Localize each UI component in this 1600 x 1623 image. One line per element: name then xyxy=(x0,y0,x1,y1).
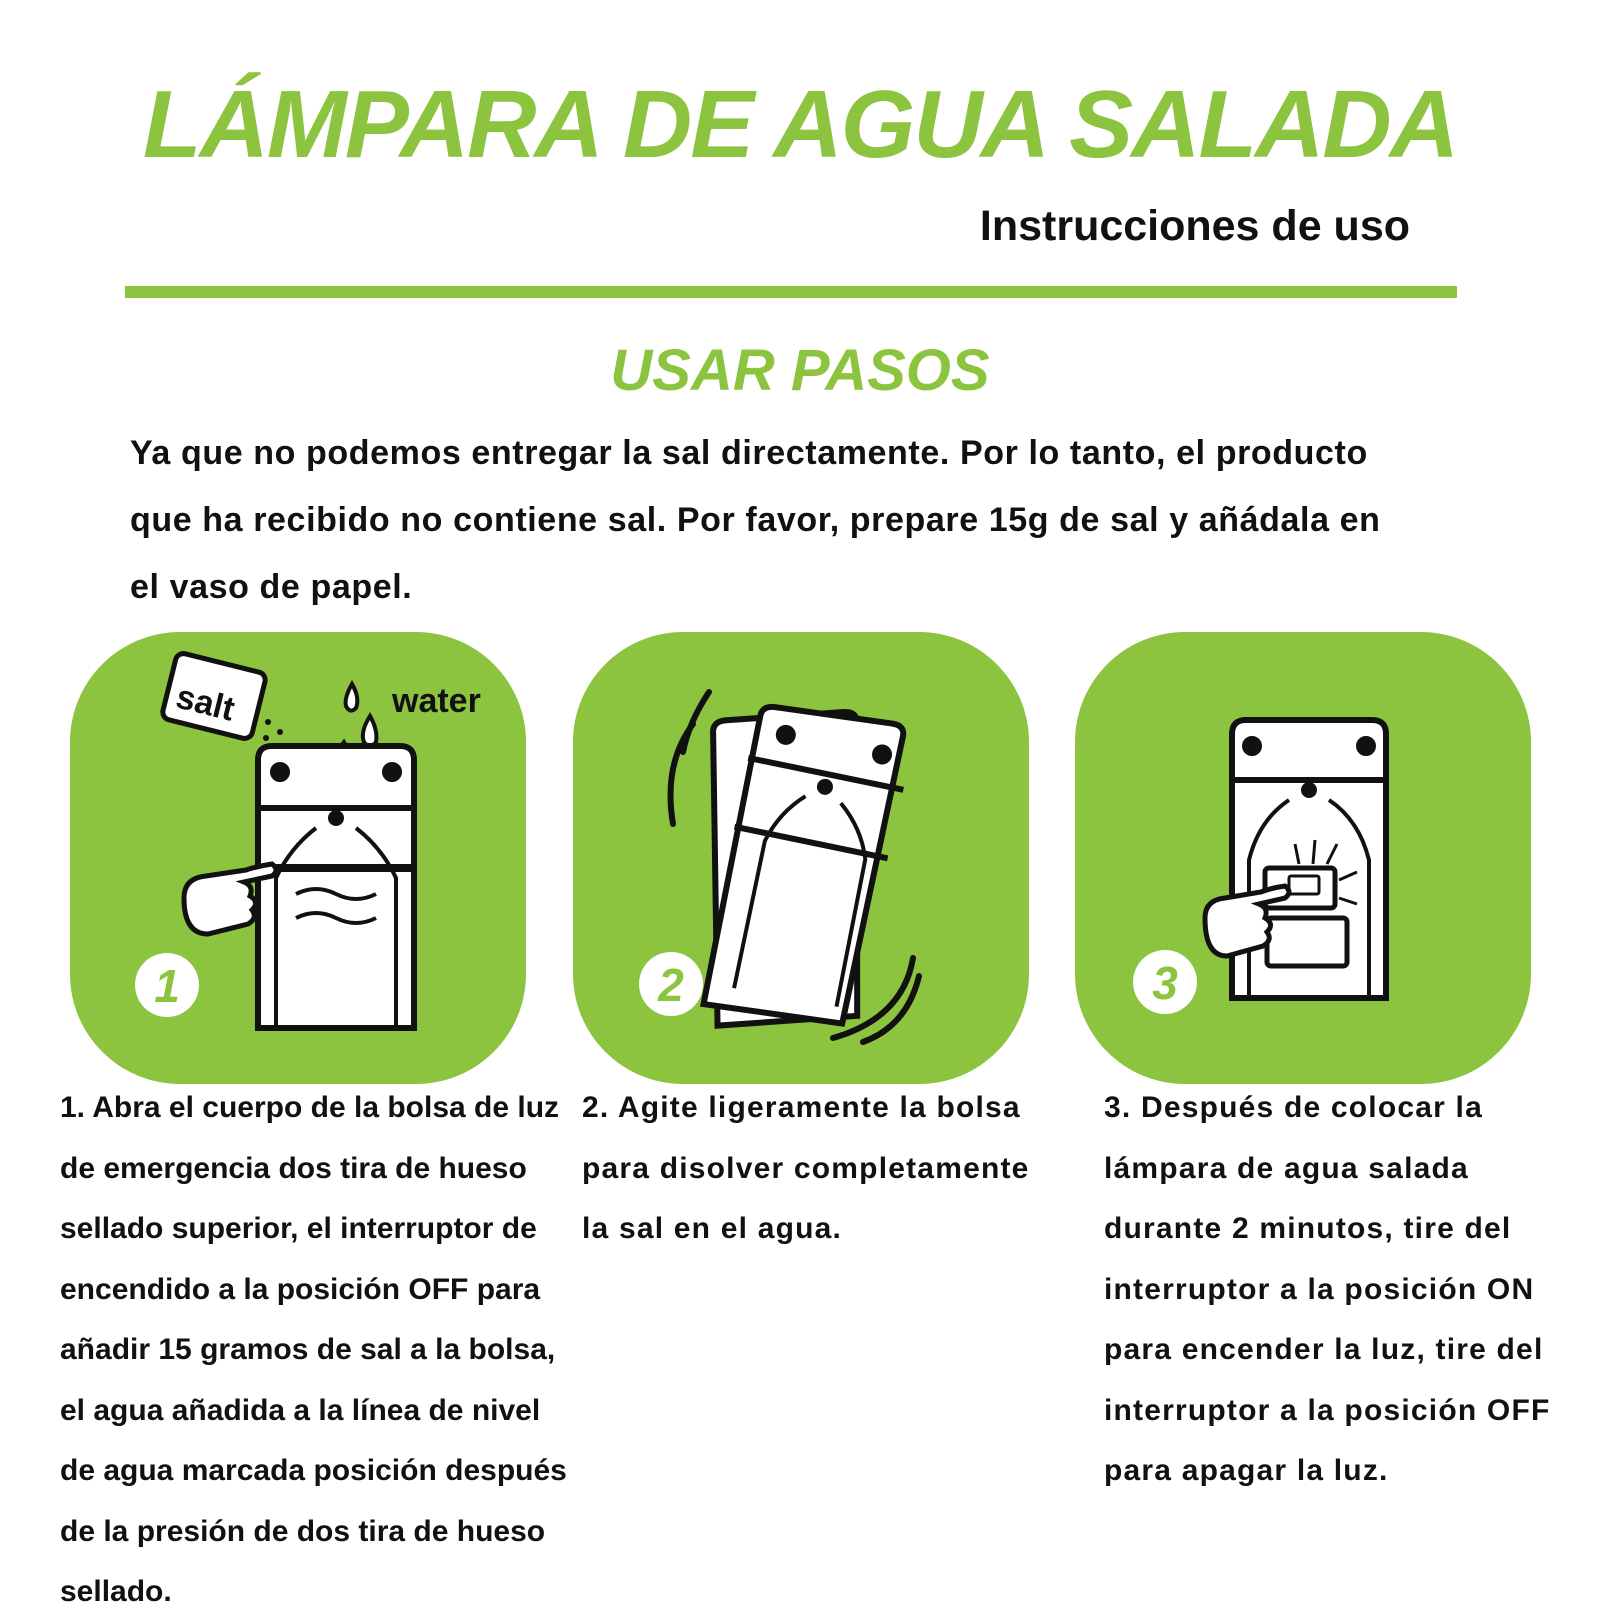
step-2-illustration xyxy=(573,632,1029,1084)
divider-rule xyxy=(125,286,1457,298)
page-subtitle: Instrucciones de uso xyxy=(979,202,1410,250)
step-number: 3 xyxy=(1152,957,1178,1009)
step-line: de la presión de dos tira de hueso xyxy=(60,1514,546,1548)
page-title: LÁMPARA DE AGUA SALADA xyxy=(142,71,1458,178)
step-1-instructions xyxy=(60,1078,567,1623)
step-line: la sal en el agua. xyxy=(582,1212,843,1245)
step-line: interruptor a la posición OFF xyxy=(1104,1393,1551,1427)
shaking-bag-icon xyxy=(696,703,904,1026)
step-line: 1. Abra el cuerpo de la bolsa de luz xyxy=(60,1091,560,1124)
step-line: interruptor a la posición ON xyxy=(1104,1272,1535,1306)
step-line: 2. Agite ligeramente la bolsa xyxy=(582,1091,1021,1124)
step-1-panel xyxy=(70,632,526,1084)
step-line: para apagar la luz. xyxy=(1104,1454,1389,1487)
salt-packet-icon xyxy=(161,652,287,755)
step-line: sellado. xyxy=(60,1575,172,1608)
step-line: el agua añadida a la línea de nivel xyxy=(60,1393,541,1427)
step-line: de agua marcada posición después xyxy=(60,1454,567,1487)
step-number: 1 xyxy=(154,960,180,1012)
step-line: 3. Después de colocar la xyxy=(1104,1091,1483,1124)
step-line: de emergencia dos tira de hueso xyxy=(60,1151,527,1185)
step-3-instructions xyxy=(1104,1078,1564,1502)
step-line: sellado superior, el interruptor de xyxy=(60,1212,537,1245)
intro-line: Ya que no podemos entregar la sal directamente. Por lo tanto, el producto xyxy=(130,434,1368,472)
lamp-bag-icon xyxy=(258,746,414,1028)
salt-label: salt xyxy=(172,677,239,729)
step-line: lámpara de agua salada xyxy=(1104,1151,1469,1185)
step-line: añadir 15 gramos de sal a la bolsa, xyxy=(60,1333,556,1366)
section-heading: USAR PASOS xyxy=(610,338,990,403)
intro-paragraph xyxy=(130,420,1490,621)
step-line: encendido a la posición OFF para xyxy=(60,1272,541,1306)
step-2-panel xyxy=(573,632,1029,1084)
step-2-instructions xyxy=(582,1078,1072,1260)
step-number: 2 xyxy=(658,959,684,1011)
step-3-illustration xyxy=(1075,632,1531,1084)
step-line: durante 2 minutos, tire del xyxy=(1104,1212,1512,1245)
intro-line: el vaso de papel. xyxy=(130,568,413,606)
step-line: para encender la luz, tire del xyxy=(1104,1333,1544,1366)
step-1-illustration xyxy=(70,632,526,1084)
step-3-panel xyxy=(1075,632,1531,1084)
step-line: para disolver completamente xyxy=(582,1151,1030,1185)
intro-line: que ha recibido no contiene sal. Por favor, prepare 15g de sal y añádala en xyxy=(130,501,1381,539)
water-label: water xyxy=(392,682,481,720)
